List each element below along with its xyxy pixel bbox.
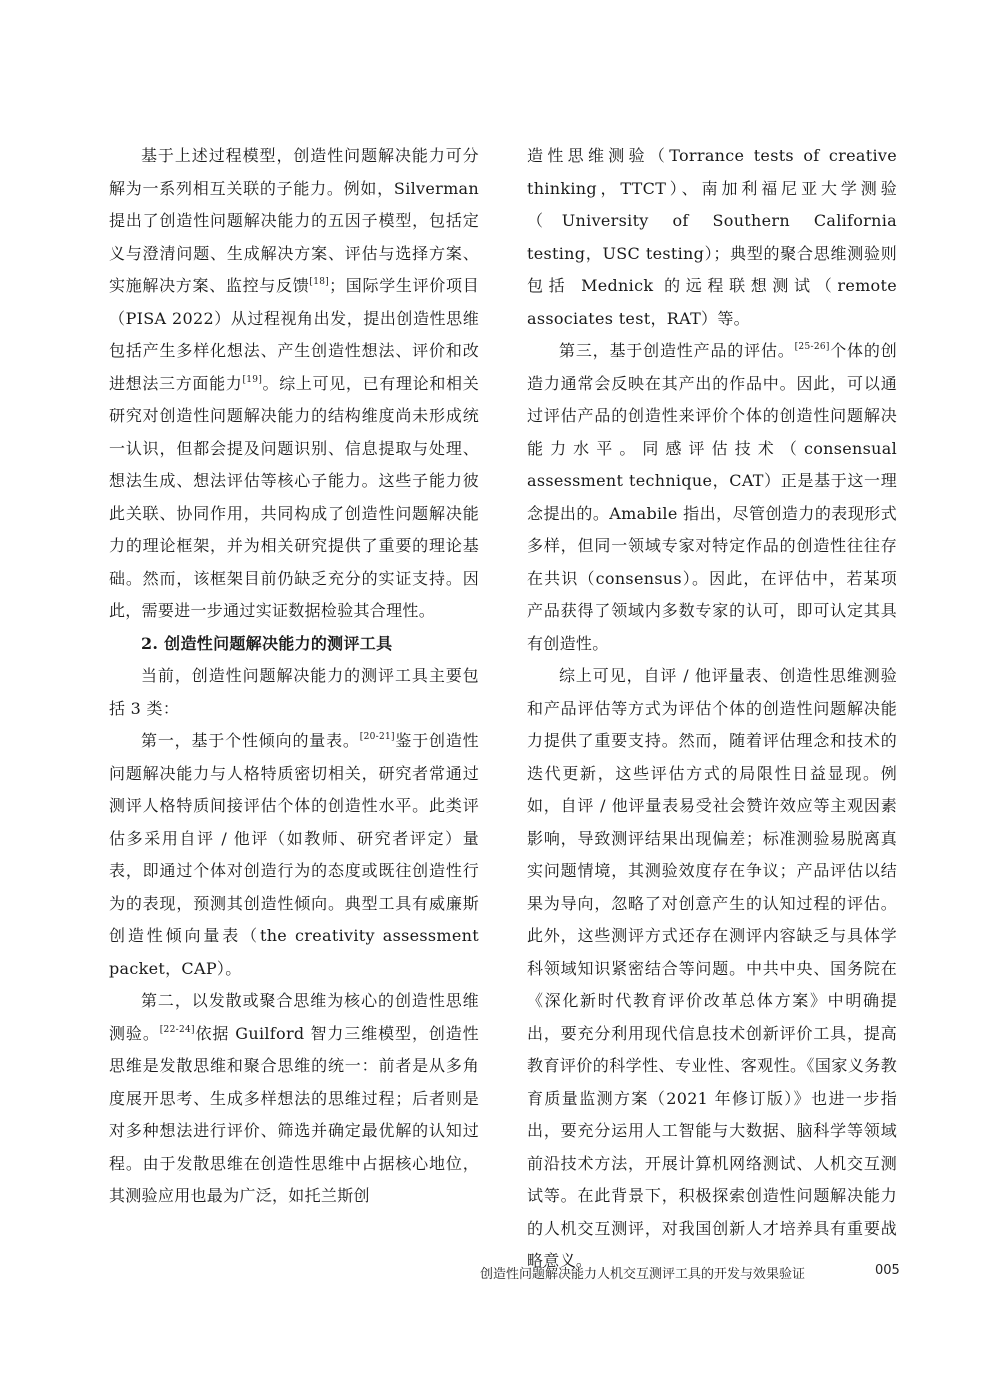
paragraph-summary: 综上可见，自评 / 他评量表、创造性思维测验和产品评估等方式为评估个体的创造性问题解决能力提供了重要支持。然而，随着评估理念和技术的迭代更新，这些评估方式的局限性日益显现。例如，自评 / 他评量表易受社会赞许效应等主观因素影响，导致测评结果出现偏差；标准测验易脱离真实问题情境，其测验效度存在争议；产品评估以结果为导向，忽略了对创意产生的认知过程的评估。此外，这些测评方式还存在测评内容缺乏与具体学科领域知识紧密结合等问题。中共中央、国务院在《深化新时代教育评价改革总体方案》中明确提出，要充分利用现代信息技术创新评价工具，提高教育评价的科学性、专业性、客观性。《国家义务教育质量监测方案（2021 年修订版）》也进一步指出，要充分运用人工智能与大数据、脑科学等领域前沿技术方法，开展计算机网络测试、人机交互测试等。在此背景下，积极探索创造性问题解决能力的人机交互测评，对我国创新人才培养具有重要战略意义。: [527, 666, 897, 1270]
citation-ref: [22-24]: [159, 1024, 195, 1035]
running-title: 创造性问题解决能力人机交互测评工具的开发与效果验证: [480, 1267, 806, 1282]
citation-ref: [25-26]: [794, 342, 830, 352]
paragraph-personality-scale: 第一，基于个性倾向的量表。[20-21]鉴于创造性问题解决能力与人格特质密切相关，研究者常通过测评人格特质间接评估个体的创造性水平。此类评估多采用自评 / 他评（如教师、研究者评定）量表，即通过个体对创造行为的态度或既往创造性行为的表现，预测其创造性倾向。典型工具有威廉斯创造性倾向量表（the creativity assessment packet，CAP）。: [109, 731, 479, 978]
paragraph-tool-overview: 当前，创造性问题解决能力的测评工具主要包括 3 类：: [109, 666, 479, 718]
paragraph-thinking-tests-continued: 造性思维测验（Torrance tests of creative thinking，TTCT）、南加利福尼亚大学测验（University of Southern California testing，USC testing）；典型的聚合思维测验则包括 Mednick 的远程联想测试（remote associates test，RAT）等。: [527, 146, 897, 328]
page-number: 005: [875, 1263, 900, 1278]
paragraph-thinking-tests: 第二，以发散或聚合思维为核心的创造性思维测验。[22-24]依据 Guilford 智力三维模型，创造性思维是发散思维和聚合思维的统一：前者是从多角度展开思考、生成多样想法的思维过程；后者则是对多种想法进行评价、筛选并确定最优解的认知过程。由于发散思维在创造性思维中占据核心地位，其测验应用也最为广泛，如托兰斯创: [109, 991, 479, 1205]
page-footer: [480, 1263, 900, 1282]
paragraph-subability-models: 基于上述过程模型，创造性问题解决能力可分解为一系列相互关联的子能力。例如，Silverman提出了创造性问题解决能力的五因子模型，包括定义与澄清问题、生成解决方案、评估与选择方案、实施解决方案、监控与反馈[18]；国际学生评价项目（PISA 2022）从过程视角出发，提出创造性思维包括产生多样化想法、产生创造性想法、评价和改进想法三方面能力[19]。综上可见，已有理论和相关研究对创造性问题解决能力的结构维度尚未形成统一认识，但都会提及问题识别、信息提取与处理、想法生成、想法评估等核心子能力。这些子能力彼此关联、协同作用，共同构成了创造性问题解决能力的理论框架，并为相关研究提供了重要的理论基础。然而，该框架目前仍缺乏充分的实证支持。因此，需要进一步通过实证数据检验其合理性。: [109, 146, 479, 620]
right-column: [527, 140, 897, 1278]
paragraph-product-assessment: 第三，基于创造性产品的评估。[25-26]个体的创造力通常会反映在其产出的作品中。因此，可以通过评估产品的创造性来评价个体的创造性问题解决能力水平。同感评估技术（consensual assessment technique，CAT）正是基于这一理念提出的。Amabile 指出，尽管创造力的表现形式多样，但同一领域专家对特定作品的创造性往往存在共识（consensus）。因此，在评估中，若某项产品获得了领域内多数专家的认可，即可认定其具有创造性。: [527, 341, 898, 653]
citation-ref: [19]: [242, 374, 263, 385]
citation-ref: [18]: [309, 277, 330, 287]
section-heading: 2. 创造性问题解决能力的测评工具: [141, 633, 393, 653]
left-column: [109, 140, 479, 1213]
citation-ref: [20-21]: [359, 732, 395, 742]
